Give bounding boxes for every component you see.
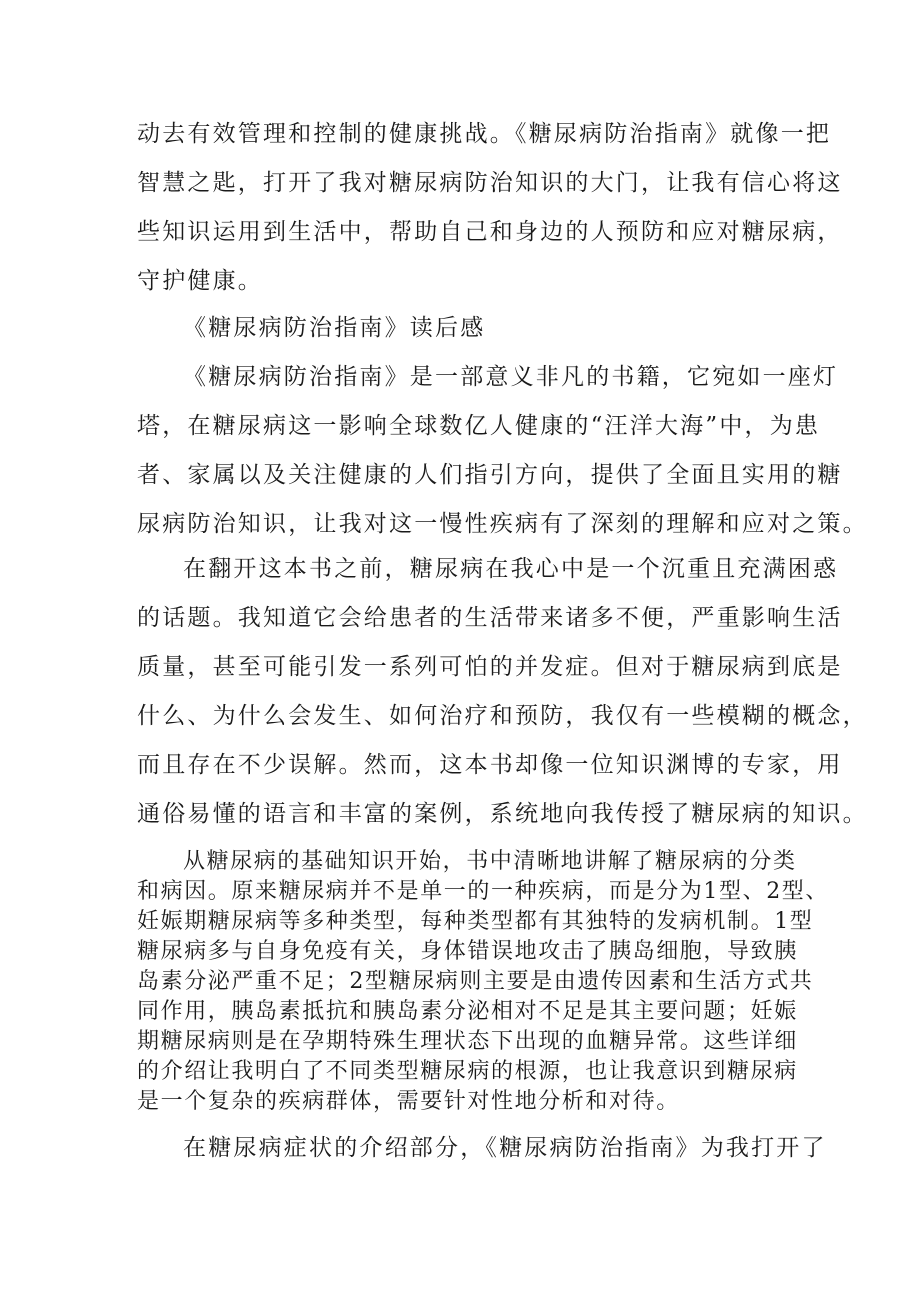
text-line: 者、家属以及关注健康的人们指引方向，提供了全面且实用的糖 — [137, 462, 843, 488]
section-heading — [137, 304, 797, 353]
text-line: 糖尿病多与自身免疫有关，身体错误地攻击了胰岛细胞，导致胰 — [137, 939, 798, 964]
text-line: 的介绍让我明白了不同类型糖尿病的根源，也让我意识到糖尿病 — [137, 1059, 798, 1084]
text-line: 质量，甚至可能引发一系列可怕的并发症。但对于糖尿病到底是 — [137, 654, 843, 680]
text-line: 岛素分泌严重不足；2型糖尿病则主要是由遗传因素和生活方式共 — [137, 969, 814, 994]
text-line: 智慧之匙，打开了我对糖尿病防治知识的大门，让我有信心将这 — [137, 170, 843, 196]
text-line: 和病因。原来糖尿病并不是单一的一种疾病，而是分为1型、2型、 — [137, 879, 829, 904]
text-line: 什么、为什么会发生、如何治疗和预防，我仅有一些模糊的概念， — [137, 703, 868, 729]
text-line: 而且存在不少误解。然而，这本书却像一位知识渊博的专家，用 — [137, 752, 843, 778]
text-line: 动去有效管理和控制的健康挑战。《糖尿病防治指南》就像一把 — [137, 121, 832, 147]
text-line: 守护健康。 — [137, 268, 263, 294]
text-line: 在翻开这本书之前，糖尿病在我心中是一个沉重且充满困惑 — [183, 556, 839, 582]
paragraph-1 — [137, 353, 868, 549]
text-line: 从糖尿病的基础知识开始，书中清晰地讲解了糖尿病的分类 — [183, 849, 797, 874]
text-line: 期糖尿病则是在孕期特殊生理状态下出现的血糖异常。这些详细 — [137, 1029, 798, 1054]
paragraph-4 — [137, 1124, 827, 1173]
intro-paragraph — [137, 110, 843, 306]
text-line: 在糖尿病症状的介绍部分，《糖尿病防治指南》为我打开了 — [183, 1135, 827, 1161]
paragraph-3 — [137, 847, 829, 1117]
text-line: 通俗易懂的语言和丰富的案例，系统地向我传授了糖尿病的知识。 — [137, 801, 868, 827]
text-line: 些知识运用到生活中，帮助自己和身边的人预防和应对糖尿病， — [137, 219, 843, 245]
text-line: 同作用，胰岛素抵抗和胰岛素分泌相对不足是其主要问题；妊娠 — [137, 999, 798, 1024]
text-line: 的话题。我知道它会给患者的生活带来诸多不便，严重影响生活 — [137, 605, 843, 631]
text-line: 妊娠期糖尿病等多种类型，每种类型都有其独特的发病机制。1型 — [137, 909, 814, 934]
paragraph-2 — [137, 545, 868, 839]
text-line: 是一个复杂的疾病群体，需要针对性地分析和对待。 — [137, 1089, 680, 1114]
section-title: 《糖尿病防治指南》读后感 — [183, 315, 486, 341]
text-line: 《糖尿病防治指南》是一部意义非凡的书籍，它宛如一座灯 — [183, 364, 839, 390]
text-line: 尿病防治知识，让我对这一慢性疾病有了深刻的理解和应对之策。 — [137, 511, 868, 537]
text-line: 塔，在糖尿病这一影响全球数亿人健康的“汪洋大海”中，为患 — [137, 413, 821, 439]
